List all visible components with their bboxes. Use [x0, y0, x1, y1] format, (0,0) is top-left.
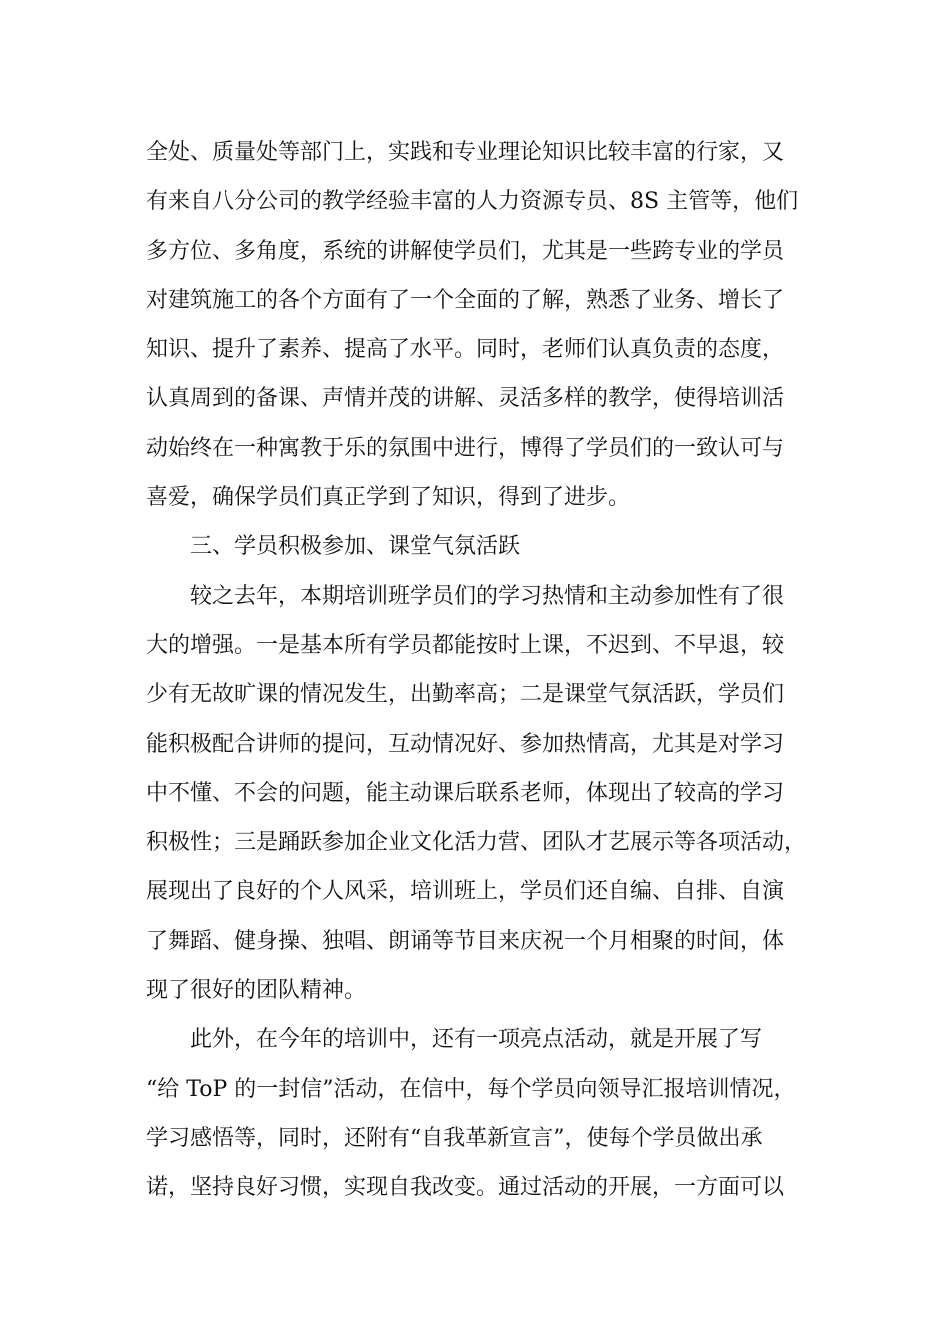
body-text — [146, 128, 826, 1213]
text-line: 认真周到的备课、声情并茂的讲解、灵活多样的教学，使得培训活 — [146, 386, 785, 412]
text-line: 较之去年，本期培训班学员们的学习热情和主动参加性有了很 — [190, 583, 785, 609]
text-line: 学习感悟等，同时，还附有“自我革新宣言”，使每个学员做出承 — [146, 1125, 763, 1151]
text-line: 知识、提升了素养、提高了水平。同时，老师们认真负责的态度， — [146, 337, 785, 363]
text-line: 中不懂、不会的问题，能主动课后联系老师，体现出了较高的学习 — [146, 780, 785, 806]
text-line: 动始终在一种寓教于乐的氛围中进行，博得了学员们的一致认可与 — [146, 435, 785, 461]
text-line: 诺，坚持良好习惯，实现自我改变。通过活动的开展，一方面可以 — [146, 1175, 785, 1201]
text-line: “给 ToP 的一封信”活动，在信中，每个学员向领导汇报培训情况， — [146, 1076, 796, 1102]
text-line: 展现出了良好的个人风采，培训班上，学员们还自编、自排、自演 — [146, 879, 785, 905]
text-line: 多方位、多角度，系统的讲解使学员们，尤其是一些跨专业的学员 — [146, 238, 785, 264]
text-line: 全处、质量处等部门上，实践和专业理论知识比较丰富的行家，又 — [146, 140, 785, 165]
text-line: 此外，在今年的培训中，还有一项亮点活动，就是开展了写 — [190, 1027, 763, 1053]
text-line: 对建筑施工的各个方面有了一个全面的了解，熟悉了业务、增长了 — [146, 287, 785, 313]
text-line: 了舞蹈、健身操、独唱、朗诵等节目来庆祝一个月相聚的时间，体 — [146, 928, 785, 954]
section-heading: 三、学员积极参加、课堂气氛活跃 — [190, 534, 521, 560]
text-line: 大的增强。一是基本所有学员都能按时上课，不迟到、不早退，较 — [146, 632, 785, 658]
text-line: 能积极配合讲师的提问，互动情况好、参加热情高，尤其是对学习 — [146, 731, 785, 757]
text-line: 现了很好的团队精神。 — [146, 978, 367, 1004]
text-line: 积极性；三是踊跃参加企业文化活力营、团队才艺展示等各项活动， — [146, 830, 807, 856]
text-line: 少有无故旷课的情况发生，出勤率高；二是课堂气氛活跃，学员们 — [146, 682, 785, 708]
text-line: 喜爱，确保学员们真正学到了知识，得到了进步。 — [146, 485, 631, 511]
text-line: 有来自八分公司的教学经验丰富的人力资源专员、8S 主管等，他们 — [146, 189, 799, 215]
